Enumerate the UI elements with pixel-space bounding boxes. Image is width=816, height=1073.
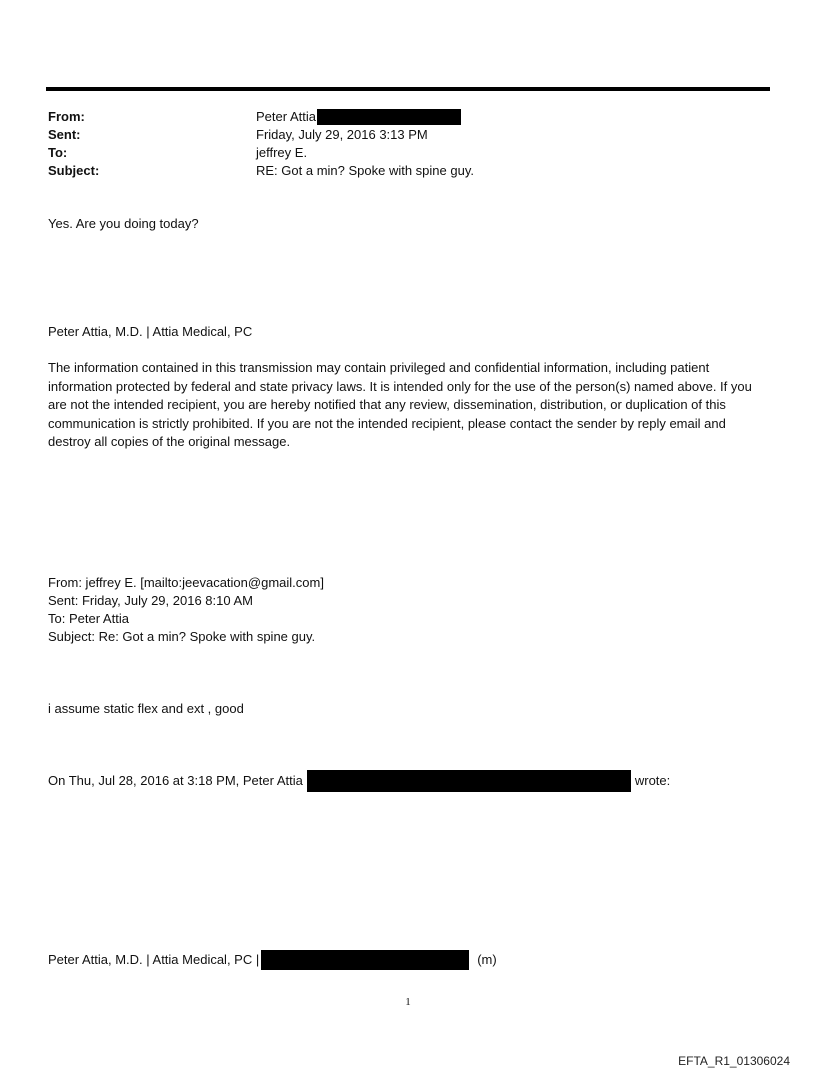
quoted-message: i assume static flex and ext , good	[48, 701, 244, 716]
from-label: From:	[48, 109, 85, 124]
to-label: To:	[48, 145, 68, 160]
signature: Peter Attia, M.D. | Attia Medical, PC	[48, 324, 253, 339]
to-row	[48, 144, 768, 162]
subject-value: RE: Got a min? Spoke with spine guy.	[256, 163, 474, 178]
from-value: Peter Attia	[256, 109, 316, 124]
to-value: jeffrey E.	[256, 145, 308, 160]
sent-value: Friday, July 29, 2016 3:13 PM	[256, 127, 428, 142]
attribution-prefix: On Thu, Jul 28, 2016 at 3:18 PM, Peter Attia	[48, 773, 303, 788]
confidentiality-disclaimer: The information contained in this transmission may contain privileged and confidential information, including patient information protected by federal and state privacy laws. It is intended only for the use of the person(s) named above. If you are not the intended recipient, you are hereby notified that any review, dissemination, distribution, or duplication of this communication is strictly prohibited. If you are not the intended recipient, please contact the sender by reply email and destroy all copies of the original message.	[48, 360, 752, 449]
quoted-sent-line: Sent: Friday, July 29, 2016 8:10 AM	[48, 593, 253, 608]
subject-label: Subject:	[48, 163, 100, 178]
redaction-box	[261, 950, 469, 970]
from-row	[48, 108, 768, 126]
quoted-signature-prefix: Peter Attia, M.D. | Attia Medical, PC |	[48, 952, 260, 967]
subject-row	[48, 162, 768, 180]
attribution-suffix: wrote:	[634, 773, 671, 788]
page-number: 1	[405, 996, 411, 1008]
sent-label: Sent:	[48, 127, 81, 142]
reply-text: Yes. Are you doing today?	[48, 216, 199, 231]
quoted-header	[48, 574, 772, 646]
document-id: EFTA_R1_01306024	[678, 1054, 790, 1068]
quoted-signature	[48, 950, 772, 970]
redaction-box	[317, 109, 461, 125]
header-divider	[46, 87, 770, 91]
quoted-attribution	[48, 770, 772, 792]
redaction-box	[307, 770, 631, 792]
quoted-signature-suffix: (m)	[477, 952, 497, 967]
quoted-from-line: From: jeffrey E. [mailto:jeevacation@gmail.com]	[48, 575, 324, 590]
quoted-subject-line: Subject: Re: Got a min? Spoke with spine guy.	[48, 629, 316, 644]
quoted-to-line: To: Peter Attia	[48, 611, 129, 626]
email-header	[48, 108, 768, 180]
sent-row	[48, 126, 768, 144]
